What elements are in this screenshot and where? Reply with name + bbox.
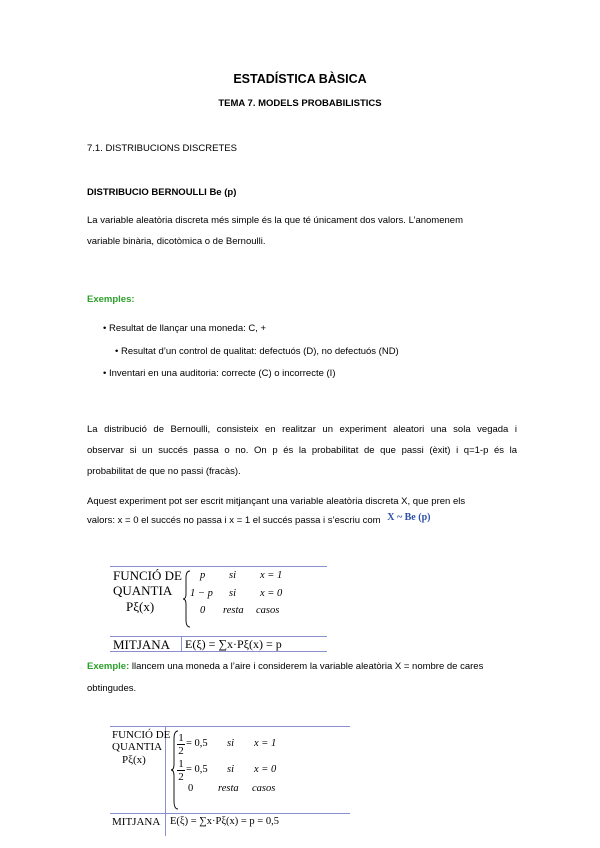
table2-row2-si: si (227, 764, 235, 775)
left-brace-icon (182, 570, 192, 628)
example-text: Resultat de llançar una moneda: C, + (108, 323, 267, 334)
section-heading: 7.1. DISTRIBUCIONS DISCRETES (87, 143, 237, 154)
page-title: ESTADÍSTICA BÀSICA (233, 72, 367, 86)
table1-row3-si: resta (223, 605, 244, 616)
quantia-table-2 (110, 726, 350, 836)
bernoulli-notation: X ~ Be (p) (387, 512, 431, 523)
table2-label-1: FUNCIÓ DE (112, 729, 171, 741)
table2-row2-cond: x = 0 (254, 764, 277, 775)
bullet: • (115, 346, 119, 357)
table1-row1-value: p (200, 570, 206, 581)
table1-mean-label: MITJANA (113, 637, 171, 652)
example-label: Exemple: (87, 661, 130, 672)
table1-row2-value: 1 − p (190, 588, 213, 599)
table1-label-3: Pξ(x) (126, 599, 155, 614)
example-text: llancem una moneda a l’aire i considerem la variable aleatòria X = nombre de cares (131, 661, 484, 672)
quantia-table-1 (110, 566, 327, 652)
page-subtitle: TEMA 7. MODELS PROBABILISTICS (218, 98, 382, 109)
table2-row2-value: = 0,5 (186, 764, 208, 775)
table2-row3-value: 0 (188, 783, 194, 794)
bernoulli-heading: DISTRIBUCIO BERNOULLI Be (p) (87, 187, 237, 198)
table1-row2-si: si (229, 588, 237, 599)
numerator: 1 (178, 732, 184, 744)
table2-row1-si: si (227, 738, 235, 749)
bullet: • (103, 368, 107, 379)
table1-row3-value: 0 (200, 605, 206, 616)
table1-row3-cond: casos (256, 605, 280, 616)
table2-row2-fraction (177, 758, 185, 783)
para2-line-1: La distribució de Bernoulli, consisteix en realitzar un experiment aleatori una sola vegada i (87, 424, 517, 435)
numerator: 1 (178, 758, 184, 770)
table2-row3-si: resta (218, 783, 239, 794)
example-item-2 (115, 346, 399, 357)
table2-mean-label: MITJANA (112, 816, 161, 828)
table2-label-3: Pξ(x) (122, 754, 146, 766)
example-line-1 (87, 661, 483, 672)
para3-line-1: Aquest experiment pot ser escrit mitjançant una variable aleatòria discreta X, que pren els (87, 496, 466, 507)
example-item-3 (103, 368, 335, 379)
table2-row1-value: = 0,5 (186, 738, 208, 749)
table2-label-2: QUANTIA (112, 741, 163, 753)
para2-line-2: observar si un succés passa o no. On p és la probabilitat de que passi (èxit) i q=1-p és la (87, 445, 517, 456)
table2-row3-cond: casos (252, 783, 276, 794)
example-item-1 (103, 323, 266, 334)
table1-row1-si: si (229, 570, 237, 581)
example-text: Inventari en una auditoria: correcte (C) o incorrecte (I) (108, 368, 336, 379)
bullet: • (103, 323, 107, 334)
denominator: 2 (178, 745, 184, 757)
examples-label: Exemples: (87, 294, 135, 305)
para2-line-3: probabilitat de que no passi (fracàs). (87, 466, 241, 477)
table1-label-2: QUANTIA (113, 583, 173, 598)
intro-line-2: variable binària, dicotòmica o de Bernoulli. (87, 236, 266, 247)
table1-row2-cond: x = 0 (260, 588, 283, 599)
table2-row1-cond: x = 1 (254, 738, 277, 749)
table1-mean-formula: E(ξ) = ∑x·Pξ(x) = p (185, 637, 282, 651)
table1-label-1: FUNCIÓ DE (113, 568, 182, 583)
para3-line-2 (87, 512, 431, 526)
para3-text: valors: x = 0 el succés no passa i x = 1 el succés passa i s’escriu com (87, 515, 381, 526)
example-text: Resultat d’un control de qualitat: defectuós (D), no defectuós (ND) (120, 346, 399, 357)
denominator: 2 (178, 771, 184, 783)
table2-row1-fraction (177, 732, 185, 757)
example-line-2: obtingudes. (87, 683, 137, 694)
intro-line-1: La variable aleatòria discreta més simple és la que té únicament dos valors. L’anomenem (87, 215, 463, 226)
table1-row1-cond: x = 1 (260, 570, 283, 581)
table2-mean-formula: E(ξ) = ∑x·Pξ(x) = p = 0,5 (170, 816, 279, 827)
